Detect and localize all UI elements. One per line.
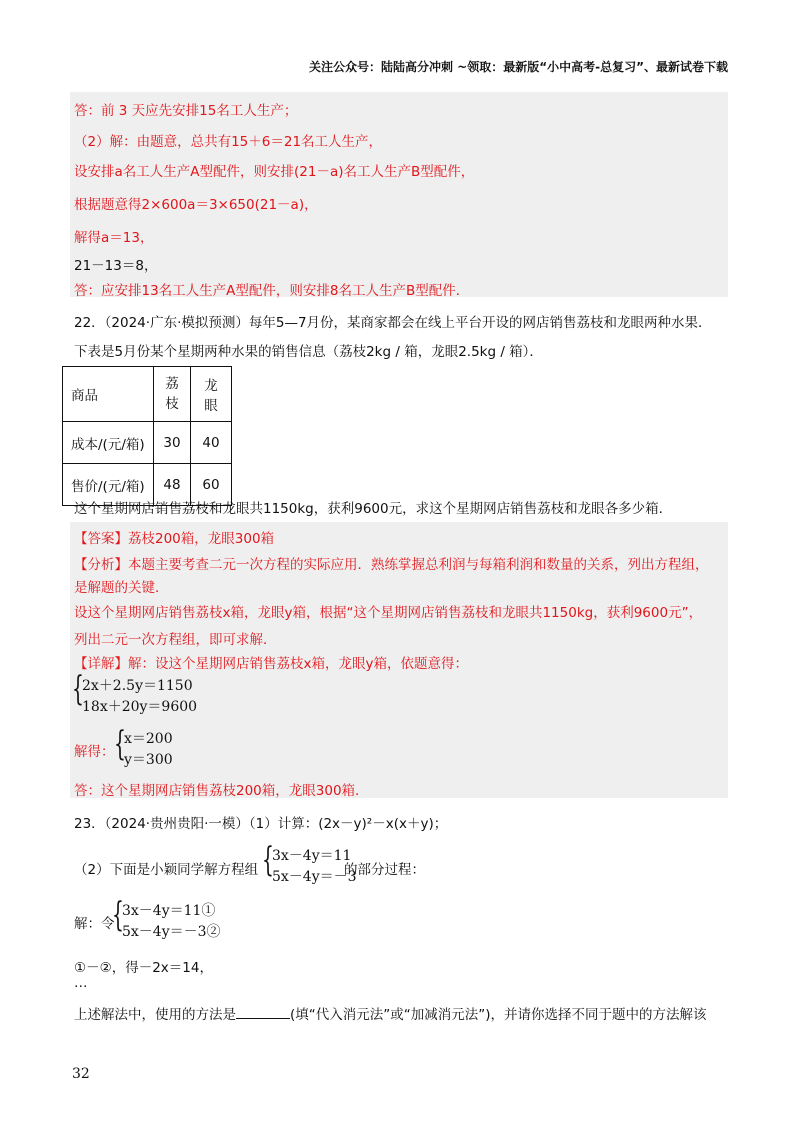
q23-step: ①－②，得－2x＝14， xyxy=(74,960,213,976)
table-cell: 成本/(元/箱) xyxy=(63,422,154,464)
table-header-cell: 商品 xyxy=(63,367,154,422)
solution-brace: { xyxy=(114,724,126,764)
q23-system2-eq2: 5x－4y＝－3② xyxy=(122,924,221,940)
q22-stem-line2: 下表是5月份某个星期两种水果的销售信息（荔枝2kg / 箱，龙眼2.5kg / 箱）． xyxy=(74,344,543,360)
q21-answer-2: 答：应安排13名工人生产A型配件，则安排8名工人生产B型配件． xyxy=(74,283,470,299)
equation-brace: { xyxy=(72,669,84,709)
q21-part2-equation: 根据题意得2×600a＝3×650(21－a)， xyxy=(74,197,318,213)
q23-part2-intro: （2）下面是小颖同学解方程组 xyxy=(74,862,259,878)
q22-system-eq2: 18x＋20y＝9600 xyxy=(82,699,198,715)
q23-system1-eq1: 3x－4y＝11 xyxy=(272,848,352,864)
q23-question xyxy=(74,1003,707,1023)
q23-stem: 23．（2024·贵州贵阳·一模）（1）计算：(2x－y)²－x(x＋y)； xyxy=(74,816,448,832)
q23-system1-eq2: 5x－4y＝－3 xyxy=(272,869,357,885)
table-row xyxy=(63,422,232,464)
q21-part2-calc: 21－13＝8， xyxy=(74,258,158,274)
page-header: 关注公众号：陆陆高分冲刺 ~领取：最新版“小中高考-总复习”、最新试卷下载 xyxy=(309,60,728,74)
sales-table xyxy=(62,366,232,506)
equation-brace: { xyxy=(262,840,274,880)
q22-analysis-4: 列出二元一次方程组，即可求解． xyxy=(74,632,277,648)
q22-answer: 【答案】荔枝200箱，龙眼300箱 xyxy=(74,531,275,547)
q22-solution-y: y＝300 xyxy=(124,752,173,768)
q23-solution-label: 解：令 xyxy=(74,916,115,932)
table-header-row xyxy=(63,367,232,422)
q23-part2-tail: 的部分过程： xyxy=(344,862,425,878)
table-cell: 60 xyxy=(191,464,232,506)
table-cell: 40 xyxy=(191,422,232,464)
q21-part2-intro: （2）解：由题意，总共有15＋6＝21名工人生产， xyxy=(74,134,383,150)
q21-part2-solution: 解得a＝13， xyxy=(74,230,154,246)
q22-system-eq1: 2x＋2.5y＝1150 xyxy=(82,678,193,694)
table-header-cell: 荔枝 xyxy=(154,367,191,422)
q22-solution-x: x＝200 xyxy=(124,731,173,747)
q23-question-part-b: (填“代入消元法”或“加减消元法”)，并请你选择不同于题中的方法解该 xyxy=(290,1007,707,1023)
q22-final-answer: 答：这个星期网店销售荔枝200箱，龙眼300箱． xyxy=(74,783,369,799)
q22-question: 这个星期网店销售荔枝和龙眼共1150kg，获利9600元，求这个星期网店销售荔枝和龙眼各多少箱． xyxy=(74,501,673,517)
table-cell: 30 xyxy=(154,422,191,464)
q22-solution-label: 解得： xyxy=(74,744,115,760)
table-header-cell: 龙眼 xyxy=(191,367,232,422)
q23-system2-eq1: 3x－4y＝11① xyxy=(122,903,216,919)
equation-brace: { xyxy=(112,895,124,935)
table-cell: 48 xyxy=(154,464,191,506)
q21-answer-1: 答：前 3 天应先安排15名工人生产； xyxy=(74,103,298,119)
q22-analysis-2: 是解题的关键． xyxy=(74,580,169,596)
q23-question-part-a: 上述解法中，使用的方法是 xyxy=(74,1007,236,1023)
q22-analysis-3: 设这个星期网店销售荔枝x箱，龙眼y箱，根据“这个星期网店销售荔枝和龙眼共1150kg，获利9600元”， xyxy=(74,605,703,621)
q22-stem-line1: 22．（2024·广东·模拟预测）每年5—7月份，某商家都会在线上平台开设的网店销售荔枝和龙眼两种水果． xyxy=(74,315,712,331)
q22-detail-intro: 【详解】解：设这个星期网店销售荔枝x箱，龙眼y箱，依题意得： xyxy=(74,656,468,672)
answer-blank[interactable] xyxy=(236,1004,290,1019)
q23-ellipsis: … xyxy=(74,975,88,991)
q21-part2-setup: 设安排a名工人生产A型配件，则安排(21－a)名工人生产B型配件， xyxy=(74,164,475,180)
page-number: 32 xyxy=(72,1066,90,1082)
q22-analysis-1: 【分析】本题主要考查二元一次方程的实际应用．熟练掌握总利润与每箱利润和数量的关系，列出方程组， xyxy=(74,557,709,573)
table-cell: 售价/(元/箱) xyxy=(63,464,154,506)
